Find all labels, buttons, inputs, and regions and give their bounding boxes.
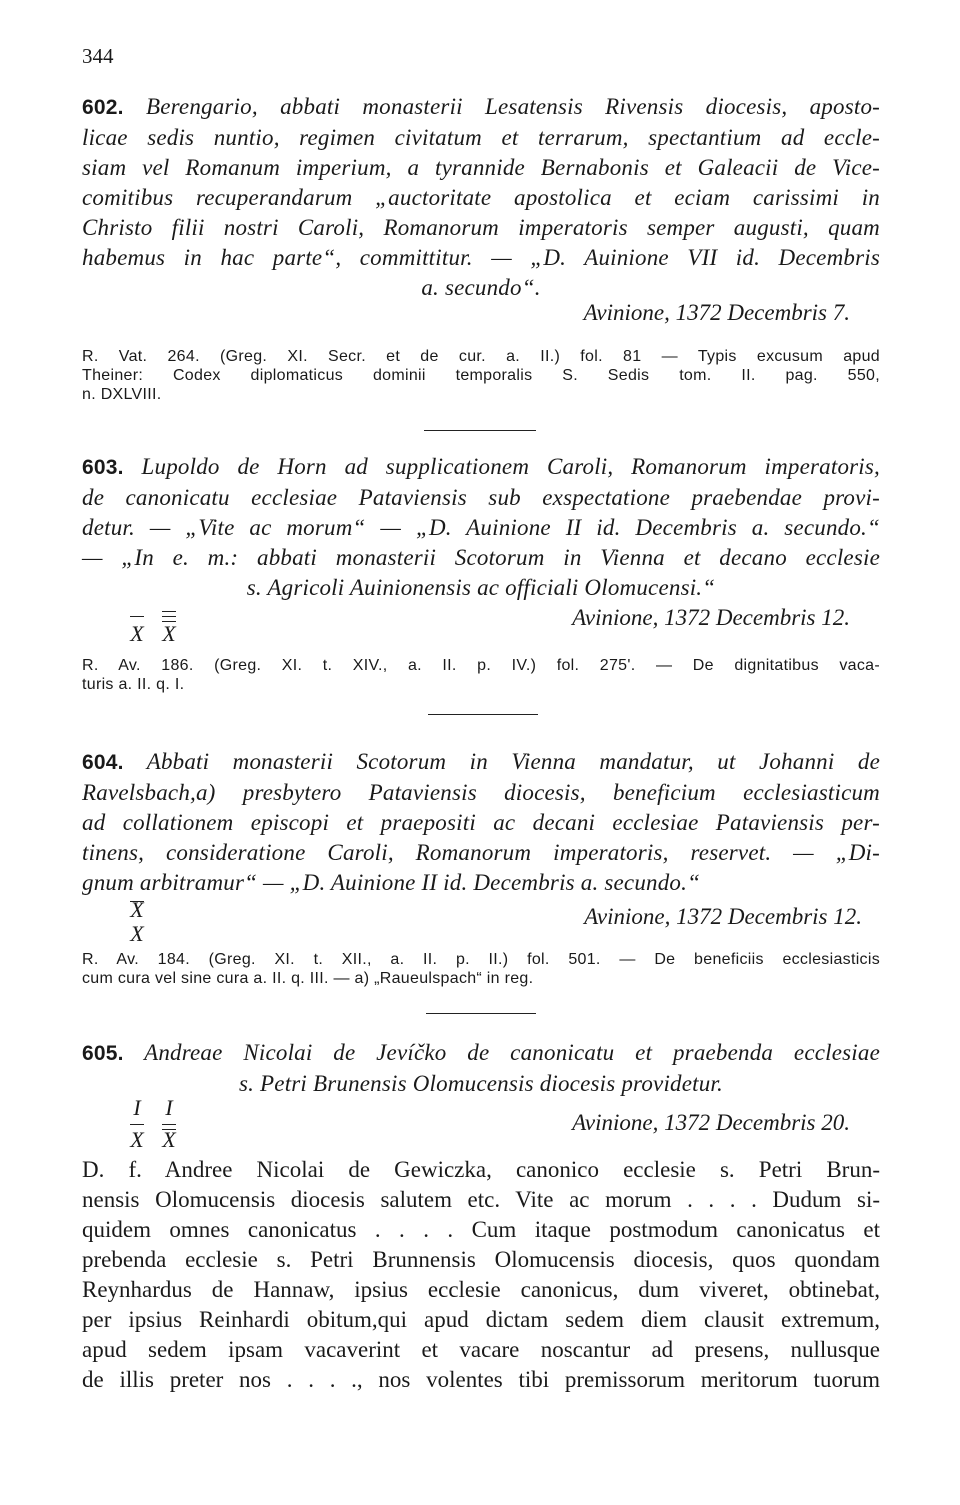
entry-line: a. secundo“. bbox=[421, 275, 541, 300]
ref-line: cum cura vel sine cura a. II. q. III. — a) „Raueulspach“ in reg. bbox=[82, 970, 534, 987]
date-604 bbox=[82, 904, 880, 930]
mark-letter: I bbox=[133, 1095, 141, 1120]
entry-number: 602. bbox=[82, 96, 124, 119]
entry-date: Avinione, 1372 Decembris 12. bbox=[584, 904, 862, 929]
page-number: 344 bbox=[82, 44, 114, 68]
entry-line: de canonicatu ecclesiae Pataviensis sub exspectatione praebendae provi- bbox=[82, 485, 880, 510]
ref-line: R. Av. 184. (Greg. XI. t. XII., a. II. p. II.) fol. 501. — De beneficiis ecclesiasticis bbox=[82, 951, 880, 968]
body-line: apud sedem ipsam vacaverint et vacare noscantur ad presens, nullusque bbox=[82, 1337, 880, 1362]
entry-line: Ravelsbach,a) presbytero Pataviensis diocesis, beneficium ecclesiasticum bbox=[82, 780, 880, 805]
mark-letter: I bbox=[165, 1095, 173, 1120]
entry-line: detur. — „Vite ac morum“ — „D. Auinione II id. Decembris a. secundo.“ bbox=[82, 515, 880, 540]
date-602 bbox=[82, 300, 880, 326]
entry-line: comitibus recuperandarum „auctoritate apostolica et eciam carissimi in bbox=[82, 185, 880, 210]
reference-602 bbox=[82, 347, 880, 404]
entry-line: Christo filii nostri Caroli, Romanorum imperatoris semper augusti, quam bbox=[82, 215, 880, 240]
entry-603 bbox=[82, 452, 880, 603]
body-line: D. f. Andree Nicolai de Gewiczka, canonico ecclesie s. Petri Brun- bbox=[82, 1157, 880, 1182]
entry-line: habemus in hac parte“, committitur. — „D. Auinione VII id. Decembris bbox=[82, 245, 880, 270]
ref-line: turis a. II. q. I. bbox=[82, 676, 185, 693]
body-line: Reynhardus de Hannaw, ipsius ecclesie canonicus, dum viveret, obtinebat, bbox=[82, 1277, 880, 1302]
body-line: quidem omnes canonicatus . . . . Cum itaque postmodum canonicatus et bbox=[82, 1217, 880, 1242]
ref-line: R. Vat. 264. (Greg. XI. Secr. et de cur. a. II.) fol. 81 — Typis excusum apud bbox=[82, 348, 880, 365]
separator-rule bbox=[426, 1013, 536, 1014]
ref-line: R. Av. 186. (Greg. XI. t. XIV., a. II. p. IV.) fol. 275'. — De dignitatibus vaca- bbox=[82, 657, 880, 674]
mark-letter: X bbox=[130, 1127, 144, 1152]
entry-line: 603. Lupoldo de Horn ad supplicationem Caroli, Romanorum imperatoris, bbox=[82, 454, 881, 479]
entry-line: siam vel Romanum imperium, a tyrannide Bernabonis et Galeacii de Vice- bbox=[82, 155, 880, 180]
mark-letter: X bbox=[130, 621, 144, 646]
separator-rule bbox=[428, 714, 538, 715]
entry-date: Avinione, 1372 Decembris 7. bbox=[583, 300, 850, 325]
body-line: de illis preter nos . . . ., nos volentes tibi premissorum meritorum tuorum bbox=[82, 1367, 880, 1392]
entry-line: s. Agricoli Auinionensis ac officiali Olomucensi.“ bbox=[246, 575, 716, 600]
entry-line: 604. Abbati monasterii Scotorum in Vienna mandatur, ut Johanni de bbox=[82, 749, 880, 774]
reference-604 bbox=[82, 950, 880, 988]
entry-line: — „In e. m.: abbati monasterii Scotorum in Vienna et decano ecclesie bbox=[82, 545, 880, 570]
entry-number: 603. bbox=[82, 456, 124, 479]
entry-number: 605. bbox=[82, 1042, 124, 1065]
entry-605 bbox=[82, 1038, 880, 1099]
ref-line: n. DXLVIII. bbox=[82, 386, 162, 403]
entry-602 bbox=[82, 92, 880, 303]
mark-letter: X bbox=[130, 921, 144, 946]
entry-number: 604. bbox=[82, 751, 124, 774]
entry-line: ad collationem episcopi et praepositi ac decani ecclesiae Pataviensis per- bbox=[82, 810, 880, 835]
mark-letter: X bbox=[130, 897, 144, 922]
entry-line: licae sedis nuntio, regimen civitatum et terrarum, spectantium ad eccle- bbox=[82, 125, 880, 150]
body-text-605 bbox=[82, 1155, 880, 1395]
date-603 bbox=[82, 605, 880, 631]
entry-line: tinens, consideratione Caroli, Romanorum imperatoris, reservet. — „Di- bbox=[82, 840, 880, 865]
mark-letter: X bbox=[162, 1127, 176, 1152]
entry-line: s. Petri Brunensis Olomucensis diocesis providetur. bbox=[238, 1071, 723, 1096]
entry-line: 605. Andreae Nicolai de Jevíčko de canonicatu et praebenda ecclesiae bbox=[82, 1040, 880, 1065]
entry-line: 602. Berengario, abbati monasterii Lesatensis Rivensis diocesis, aposto- bbox=[82, 94, 880, 119]
date-605 bbox=[82, 1110, 880, 1136]
separator-rule bbox=[424, 430, 536, 431]
entry-date: Avinione, 1372 Decembris 12. bbox=[572, 605, 850, 630]
ref-line: Theiner: Codex diplomaticus dominii temporalis S. Sedis tom. II. pag. 550, bbox=[82, 367, 880, 384]
entry-604 bbox=[82, 747, 880, 898]
body-line: prebenda ecclesie s. Petri Brunnensis Olomucensis diocesis, quos quondam bbox=[82, 1247, 880, 1272]
mark-letter: X bbox=[162, 621, 176, 646]
body-line: per ipsius Reinhardi obitum,qui apud dictam sedem diem clausit extremum, bbox=[82, 1307, 880, 1332]
reference-603 bbox=[82, 656, 880, 694]
body-line: nensis Olomucensis diocesis salutem etc. Vite ac morum . . . . Dudum si- bbox=[82, 1187, 880, 1212]
entry-line: gnum arbitramur“ — „D. Auinione II id. Decembris a. secundo.“ bbox=[82, 870, 701, 895]
entry-date: Avinione, 1372 Decembris 20. bbox=[572, 1110, 850, 1135]
